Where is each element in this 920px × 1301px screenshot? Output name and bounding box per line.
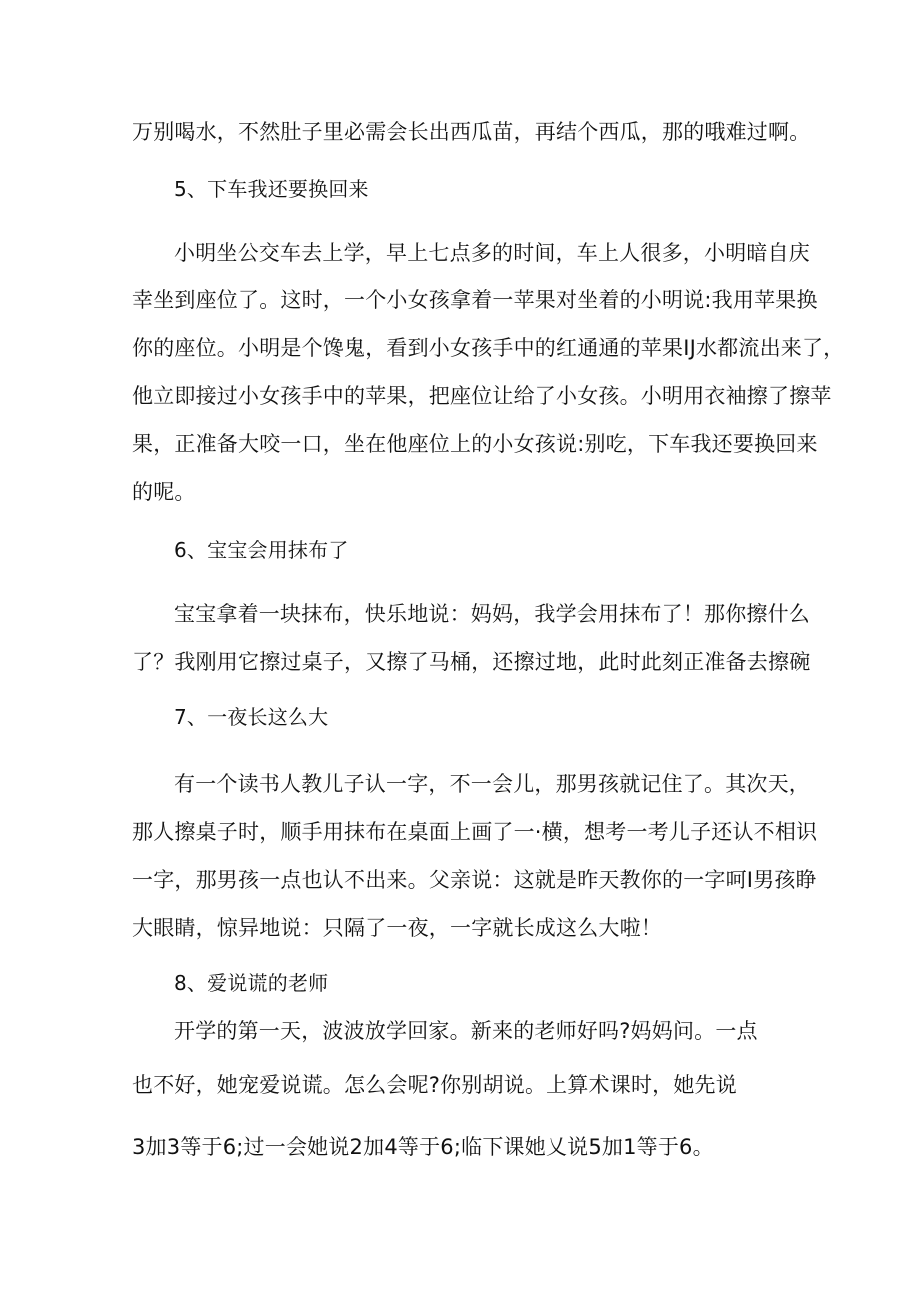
paragraph-line: 小明坐公交车去上学，早上七点多的时间，车上人很多，小明暗自庆 [174,241,810,265]
paragraph-line: 大眼睛，惊异地说：只隔了一夜，一字就长成这么大啦！ [132,916,662,940]
paragraph-line: 一字，那男孩一点也认不出来。父亲说：这就是昨天教你的一字呵I男孩睁 [132,868,817,892]
paragraph-line: 他立即接过小女孩手中的苹果，把座位让给了小女孩。小明用衣袖擦了擦苹 [132,384,832,408]
paragraph-line: 了？我刚用它擦过桌子，又擦了马桶，还擦过地，此时此刻正准备去擦碗 [132,650,811,674]
paragraph-line: 宝宝拿着一块抹布，快乐地说：妈妈，我学会用抹布了！那你擦什么 [174,602,810,626]
paragraph-line: 果，正准备大咬一口，坐在他座位上的小女孩说:别吃，下车我还要换回来 [132,432,818,456]
paragraph-line: 那人擦桌子时，顺手用抹布在桌面上画了一·横，想考一考儿子还认不相识 [132,820,818,844]
text-line-intro: 万别喝水，不然肚子里必需会长出西瓜苗，再结个西瓜，那的哦难过啊。 [132,120,811,144]
paragraph-line: 的呢。 [132,480,196,504]
paragraph-line: 幸坐到座位了。这时，一个小女孩拿着一苹果对坐着的小明说:我用苹果换 [132,288,818,312]
section-heading-7: 7、一夜长这么大 [174,705,329,729]
paragraph-line: 有一个读书人教儿子认一字，不一会儿，那男孩就记住了。其次天， [174,772,810,796]
section-heading-5: 5、下车我还要换回来 [174,177,369,201]
paragraph-line: 你的座位。小明是个馋鬼，看到小女孩手中的红通通的苹果IJ水都流出来了， [132,336,845,360]
section-heading-6: 6、宝宝会用抹布了 [174,538,349,562]
paragraph-line: 3加3等于6;过一会她说2加4等于6;临下课她乂说5加1等于6。 [132,1135,714,1159]
paragraph-line: 开学的第一天，波波放学回家。新来的老师好吗?妈妈问。一点 [174,1019,758,1043]
section-heading-8: 8、爱说谎的老师 [174,971,329,995]
paragraph-line: 也不好，她宠爱说谎。怎么会呢?你别胡说。上算术课时，她先说 [132,1073,737,1097]
